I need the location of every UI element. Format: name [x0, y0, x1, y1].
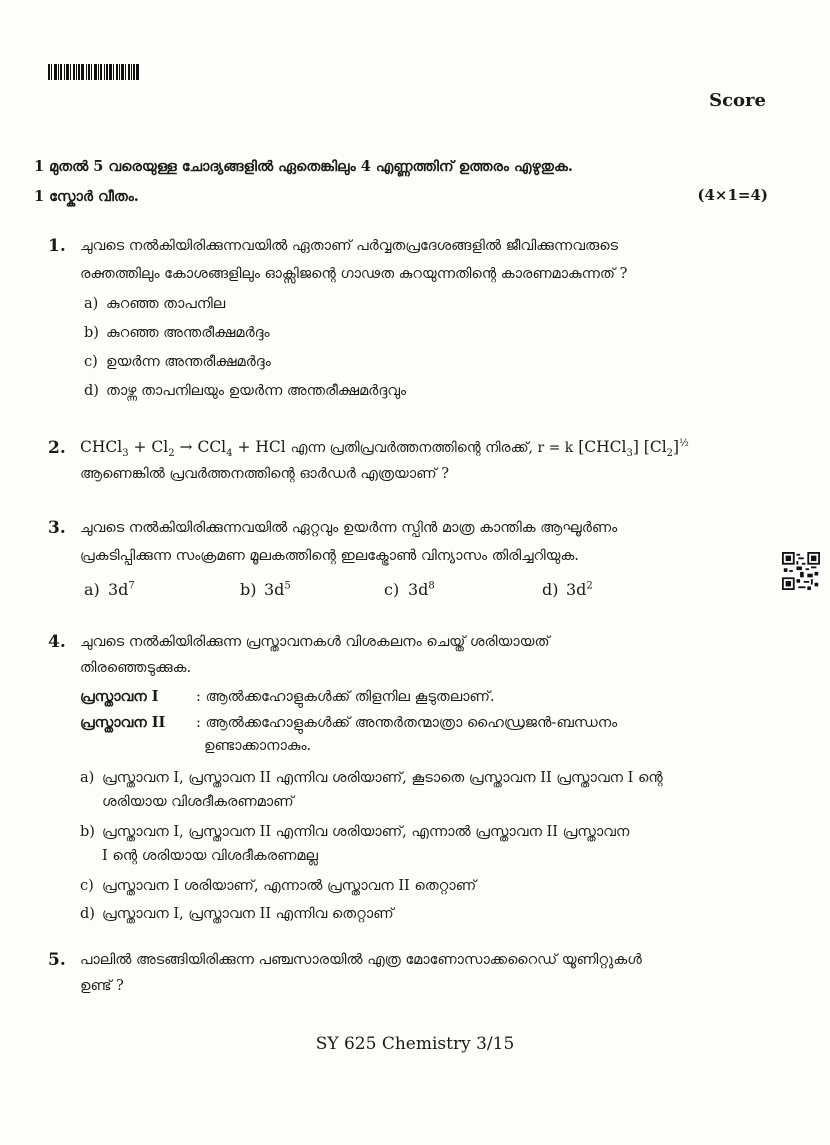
q4-option-d: d) പ്രസ്താവന I, പ്രസ്താവന II എന്നിവ തെറ്റാണ് [80, 906, 394, 922]
q2-rate-expression: [CHCl$_3$] $[Cl_2]^{\frac{1}{2}}$ [578, 438, 689, 460]
q4-option-c: c) പ്രസ്താവന I ശരിയാണ്, എന്നാൽ പ്രസ്താവന II തെറ്റാണ് [80, 878, 477, 894]
instruction-line-2: 1 സ്കോർ വീതം. [34, 188, 139, 205]
q2-text-line-2: ആണെങ്കിൽ പ്രവർത്തനത്തിന്റെ ഓർഡർ എത്രയാണ് ? [80, 466, 450, 482]
q3-option-b: b) $3d^5$ [240, 580, 291, 599]
statement-1-label: പ്രസ്താവന I [80, 688, 159, 705]
barcode [48, 64, 156, 80]
statement-2-label: പ്രസ്താവന II [80, 714, 166, 731]
page-footer: SY 625 Chemistry 3/15 [315, 1034, 515, 1054]
question-number-3: 3. [48, 518, 66, 538]
q4-text-line-1: ചുവടെ നൽകിയിരിക്കുന്ന പ്രസ്താവനകൾ വിശകലനം ചെയ്ത് ശരിയായത് [80, 634, 550, 650]
marks-allocation: (4×1=4) [697, 186, 768, 204]
q4-statement-2-continued: ഉണ്ടാക്കാനാകും. [204, 738, 312, 754]
statement-2-text: : ആൽക്കഹോളുകൾക്ക് അന്തർതന്മാത്രാ ഹൈഡ്രജൻ-ബന്ധനം [196, 715, 618, 731]
question-number-5: 5. [48, 950, 66, 970]
q4-option-a: a) പ്രസ്താവന I, പ്രസ്താവന II എന്നിവ ശരിയാണ്, കൂടാതെ പ്രസ്താവന II പ്രസ്താവന I ന്റെ [80, 770, 663, 786]
statement-1-text: : ആൽക്കഹോളുകൾക്ക് തിളനില കൂടുതലാണ്. [196, 689, 495, 705]
instruction-line-1: 1 മുതൽ 5 വരെയുള്ള ചോദ്യങ്ങളിൽ ഏതെങ്കിലും 4 എണ്ണത്തിന് ഉത്തരം എഴുതുക. [34, 158, 573, 175]
q1-option-a: a) കുറഞ്ഞ താപനില [84, 296, 226, 312]
score-label: Score [709, 90, 766, 111]
q5-text-line-1: പാലിൽ അടങ്ങിയിരിക്കുന്ന പഞ്ചസാരയിൽ എത്ര മോണോസാക്കറൈഡ് യൂണിറ്റുകൾ [80, 952, 642, 968]
q4-option-b-line-2: I ന്റെ ശരിയായ വിശദീകരണമല്ല [102, 848, 318, 864]
q1-option-c: c) ഉയർന്ന അന്തരീക്ഷമർദ്ദം [84, 354, 271, 370]
question-number-4: 4. [48, 632, 66, 652]
q4-option-b: b) പ്രസ്താവന I, പ്രസ്താവന II എന്നിവ ശരിയാണ്, എന്നാൽ പ്രസ്താവന II പ്രസ്താവന [80, 824, 630, 840]
question-number-2: 2. [48, 438, 66, 458]
q1-text-line-1: ചുവടെ നൽകിയിരിക്കുന്നവയിൽ ഏതാണ് പർവ്വതപ്രദേശങ്ങളിൽ ജീവിക്കുന്നവരുടെ [80, 238, 619, 254]
q3-option-d: d) $3d^2$ [542, 580, 593, 599]
q1-option-b: b) കുറഞ്ഞ അന്തരീക്ഷമർദ്ദം [84, 325, 270, 341]
q1-option-d: d) താഴ്ന്ന താപനിലയും ഉയർന്ന അന്തരീക്ഷമർദ്ദവും [84, 383, 407, 399]
q2-equation-line [80, 438, 689, 459]
q3-text-line-2: പ്രകടിപ്പിക്കുന്ന സംക്രമണ മൂലകത്തിന്റെ ഇലക്ട്രോൺ വിന്യാസം തിരിച്ചറിയുക. [80, 548, 579, 564]
q4-statement-1 [80, 688, 495, 705]
q2-reaction-text: എന്ന പ്രതിപ്രവർത്തനത്തിന്റെ നിരക്ക്, r = k [290, 440, 574, 457]
q3-option-c: c) $3d^8$ [384, 580, 435, 599]
q4-text-line-2: തിരഞ്ഞെടുക്കുക. [80, 660, 192, 676]
qr-code [782, 552, 820, 590]
q1-text-line-2: രക്തത്തിലും കോശങ്ങളിലും ഓക്സിജന്റെ ഗാഢത കുറയുന്നതിന്റെ കാരണമാകുന്നത് ? [80, 266, 628, 282]
q3-text-line-1: ചുവടെ നൽകിയിരിക്കുന്നവയിൽ ഏറ്റവും ഉയർന്ന സ്പിൻ മാത്ര കാന്തിക ആഘൂർണം [80, 520, 618, 536]
q3-option-a: a) $3d^7$ [84, 580, 135, 599]
question-number-1: 1. [48, 236, 66, 256]
q4-statement-2 [80, 714, 617, 731]
q4-option-a-line-2: ശരിയായ വിശദീകരണമാണ് [102, 794, 294, 810]
q5-text-line-2: ഉണ്ട് ? [80, 978, 124, 994]
q2-reaction-equation: CHCl$_3$ + $Cl_2 \to CCl_4$ + HCl [80, 438, 286, 460]
